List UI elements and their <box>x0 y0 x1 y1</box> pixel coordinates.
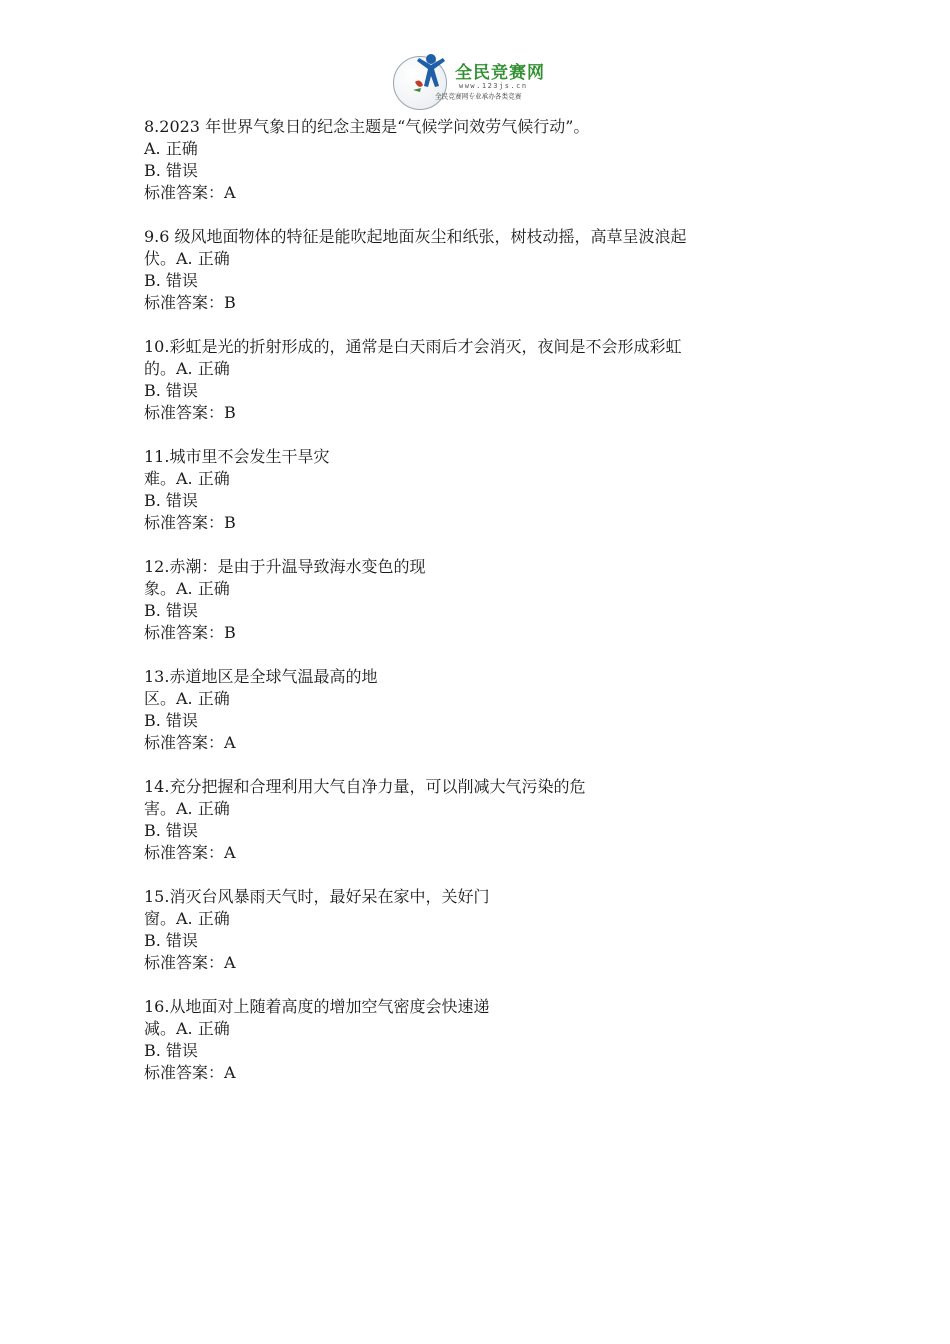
option-b: B. 错误 <box>144 601 198 620</box>
question-text: 16.从地面对上随着高度的增加空气密度会快速递 <box>144 997 490 1016</box>
option-b: B. 错误 <box>144 1041 198 1060</box>
standard-answer: 标准答案：B <box>144 513 236 532</box>
option-b: B. 错误 <box>144 821 198 840</box>
option-b: B. 错误 <box>144 271 198 290</box>
question-8 <box>144 116 804 204</box>
question-text-continued: 象。A. 正确 <box>144 579 230 598</box>
option-a: A. 正确 <box>144 139 198 158</box>
question-text: 12.赤潮：是由于升温导致海水变色的现 <box>144 557 426 576</box>
question-14 <box>144 776 804 864</box>
logo-url: www.123js.cn <box>459 82 528 90</box>
question-text: 11.城市里不会发生干旱灾 <box>144 447 330 466</box>
standard-answer: 标准答案：B <box>144 293 236 312</box>
question-text-continued: 害。A. 正确 <box>144 799 230 818</box>
question-11 <box>144 446 804 534</box>
question-text-continued: 难。A. 正确 <box>144 469 230 488</box>
question-text: 9.6 级风地面物体的特征是能吹起地面灰尘和纸张，树枝动摇，高草呈波浪起 <box>144 227 687 246</box>
question-list <box>144 116 804 1106</box>
question-text-continued: 的。A. 正确 <box>144 359 230 378</box>
question-text: 14.充分把握和合理利用大气自净力量，可以削减大气污染的危 <box>144 777 586 796</box>
standard-answer: 标准答案：A <box>144 1063 236 1082</box>
question-16 <box>144 996 804 1084</box>
site-logo <box>393 52 558 112</box>
question-text: 13.赤道地区是全球气温最高的地 <box>144 667 378 686</box>
standard-answer: 标准答案：B <box>144 403 236 422</box>
standard-answer: 标准答案：B <box>144 623 236 642</box>
question-text-continued: 减。A. 正确 <box>144 1019 230 1038</box>
standard-answer: 标准答案：A <box>144 733 236 752</box>
option-b: B. 错误 <box>144 161 198 180</box>
question-text: 10.彩虹是光的折射形成的，通常是白天雨后才会消灭，夜间是不会形成彩虹 <box>144 337 682 356</box>
option-b: B. 错误 <box>144 381 198 400</box>
question-12 <box>144 556 804 644</box>
logo-slogan: 全民竞赛网专业承办各类竞赛 <box>435 92 522 101</box>
question-text-continued: 区。A. 正确 <box>144 689 230 708</box>
question-9 <box>144 226 804 314</box>
option-b: B. 错误 <box>144 931 198 950</box>
standard-answer: 标准答案：A <box>144 843 236 862</box>
question-text-continued: 伏。A. 正确 <box>144 249 230 268</box>
question-13 <box>144 666 804 754</box>
question-text: 8.2023 年世界气象日的纪念主题是“气候学问效劳气候行动”。 <box>144 117 590 136</box>
option-b: B. 错误 <box>144 711 198 730</box>
question-15 <box>144 886 804 974</box>
logo-title: 全民竞赛网 <box>455 63 545 83</box>
standard-answer: 标准答案：A <box>144 953 236 972</box>
standard-answer: 标准答案：A <box>144 183 236 202</box>
option-b: B. 错误 <box>144 491 198 510</box>
question-10 <box>144 336 804 424</box>
question-text-continued: 窗。A. 正确 <box>144 909 230 928</box>
question-text: 15.消灭台风暴雨天气时，最好呆在家中，关好门 <box>144 887 490 906</box>
